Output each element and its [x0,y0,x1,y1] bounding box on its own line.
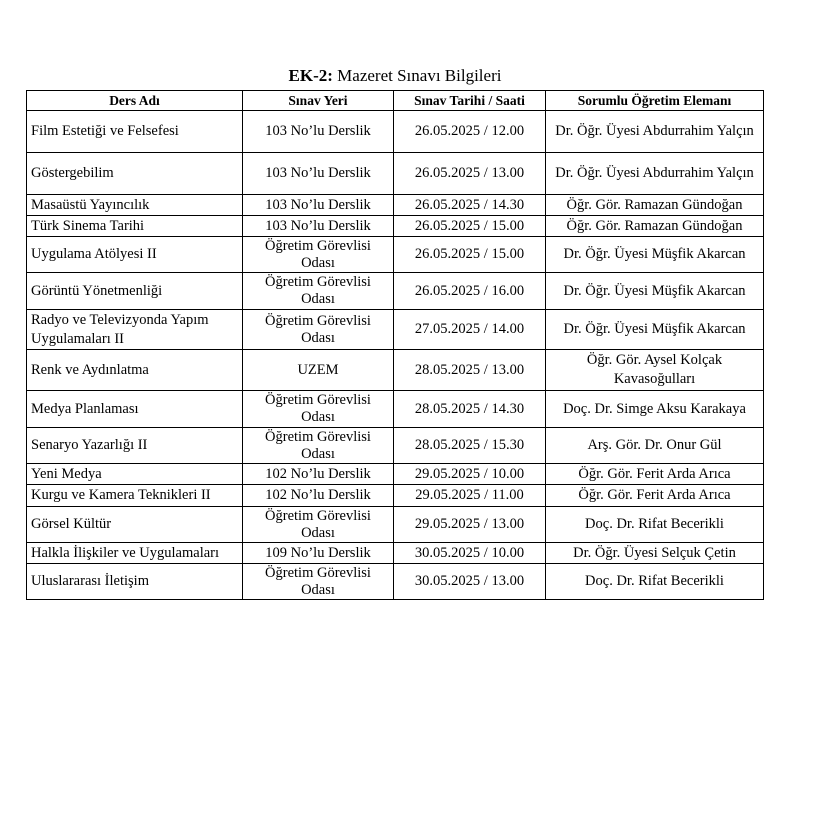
place-cell: 103 No’lu Derslik [243,111,394,153]
course-cell: Senaryo Yazarlığı II [27,428,243,464]
datetime-cell: 28.05.2025 / 13.00 [394,350,546,391]
place-cell: UZEM [243,350,394,391]
title-text: Mazeret Sınavı Bilgileri [332,66,502,85]
table-row [27,507,764,543]
staff-cell: Doç. Dr. Rifat Becerikli [546,507,764,543]
course-cell: Halkla İlişkiler ve Uygulamaları [27,543,243,564]
course-cell: Görsel Kültür [27,507,243,543]
place-cell: 109 No’lu Derslik [243,543,394,564]
place-cell: Öğretim Görevlisi Odası [243,237,394,273]
datetime-cell: 29.05.2025 / 10.00 [394,464,546,485]
course-cell: Kurgu ve Kamera Teknikleri II [27,485,243,507]
datetime-cell: 26.05.2025 / 14.30 [394,195,546,216]
datetime-cell: 26.05.2025 / 13.00 [394,153,546,195]
place-cell: Öğretim Görevlisi Odası [243,428,394,464]
place-cell: Öğretim Görevlisi Odası [243,507,394,543]
place-cell: 103 No’lu Derslik [243,153,394,195]
table-row [27,195,764,216]
place-cell: 103 No’lu Derslik [243,195,394,216]
staff-cell: Dr. Öğr. Üyesi Abdurrahim Yalçın [546,153,764,195]
staff-cell: Dr. Öğr. Üyesi Selçuk Çetin [546,543,764,564]
place-cell: Öğretim Görevlisi Odası [243,273,394,310]
course-cell: Görüntü Yönetmenliği [27,273,243,310]
table-row [27,111,764,153]
course-cell: Masaüstü Yayıncılık [27,195,243,216]
table-row [27,428,764,464]
place-cell: 102 No’lu Derslik [243,464,394,485]
datetime-cell: 29.05.2025 / 13.00 [394,507,546,543]
datetime-cell: 26.05.2025 / 15.00 [394,216,546,237]
staff-cell: Dr. Öğr. Üyesi Abdurrahim Yalçın [546,111,764,153]
header-course: Ders Adı [27,91,243,111]
course-cell: Yeni Medya [27,464,243,485]
table-row [27,464,764,485]
datetime-cell: 28.05.2025 / 15.30 [394,428,546,464]
datetime-cell: 26.05.2025 / 12.00 [394,111,546,153]
staff-cell: Doç. Dr. Rifat Becerikli [546,564,764,600]
place-cell: Öğretim Görevlisi Odası [243,564,394,600]
place-cell: 102 No’lu Derslik [243,485,394,507]
table-row [27,543,764,564]
course-cell: Göstergebilim [27,153,243,195]
table-row [27,273,764,310]
staff-cell: Öğr. Gör. Ramazan Gündoğan [546,216,764,237]
table-row [27,237,764,273]
datetime-cell: 28.05.2025 / 14.30 [394,391,546,428]
table-row [27,564,764,600]
staff-cell: Doç. Dr. Simge Aksu Karakaya [546,391,764,428]
place-cell: 103 No’lu Derslik [243,216,394,237]
place-cell: Öğretim Görevlisi Odası [243,391,394,428]
place-cell: Öğretim Görevlisi Odası [243,310,394,350]
staff-cell: Öğr. Gör. Ferit Arda Arıca [546,485,764,507]
header-staff: Sorumlu Öğretim Elemanı [546,91,764,111]
table-row [27,216,764,237]
course-cell: Uluslararası İletişim [27,564,243,600]
header-datetime: Sınav Tarihi / Saati [394,91,546,111]
staff-cell: Dr. Öğr. Üyesi Müşfik Akarcan [546,310,764,350]
table-row [27,391,764,428]
datetime-cell: 29.05.2025 / 11.00 [394,485,546,507]
exam-schedule-table [26,90,764,600]
course-cell: Renk ve Aydınlatma [27,350,243,391]
staff-cell: Dr. Öğr. Üyesi Müşfik Akarcan [546,273,764,310]
course-cell: Radyo ve Televizyonda Yapım Uygulamaları II [27,310,243,350]
staff-cell: Arş. Gör. Dr. Onur Gül [546,428,764,464]
staff-cell: Öğr. Gör. Ferit Arda Arıca [546,464,764,485]
table-row [27,310,764,350]
datetime-cell: 30.05.2025 / 13.00 [394,564,546,600]
table-row [27,485,764,507]
staff-cell: Öğr. Gör. Ramazan Gündoğan [546,195,764,216]
header-place: Sınav Yeri [243,91,394,111]
table-row [27,350,764,391]
title-prefix: EK-2: [288,66,333,85]
course-cell: Uygulama Atölyesi II [27,237,243,273]
datetime-cell: 27.05.2025 / 14.00 [394,310,546,350]
course-cell: Türk Sinema Tarihi [27,216,243,237]
course-cell: Film Estetiği ve Felsefesi [27,111,243,153]
table-row [27,153,764,195]
datetime-cell: 26.05.2025 / 16.00 [394,273,546,310]
course-cell: Medya Planlaması [27,391,243,428]
datetime-cell: 26.05.2025 / 15.00 [394,237,546,273]
table-header-row [27,91,764,111]
datetime-cell: 30.05.2025 / 10.00 [394,543,546,564]
document-title [0,66,790,86]
staff-cell: Öğr. Gör. Aysel Kolçak Kavasoğulları [546,350,764,391]
staff-cell: Dr. Öğr. Üyesi Müşfik Akarcan [546,237,764,273]
